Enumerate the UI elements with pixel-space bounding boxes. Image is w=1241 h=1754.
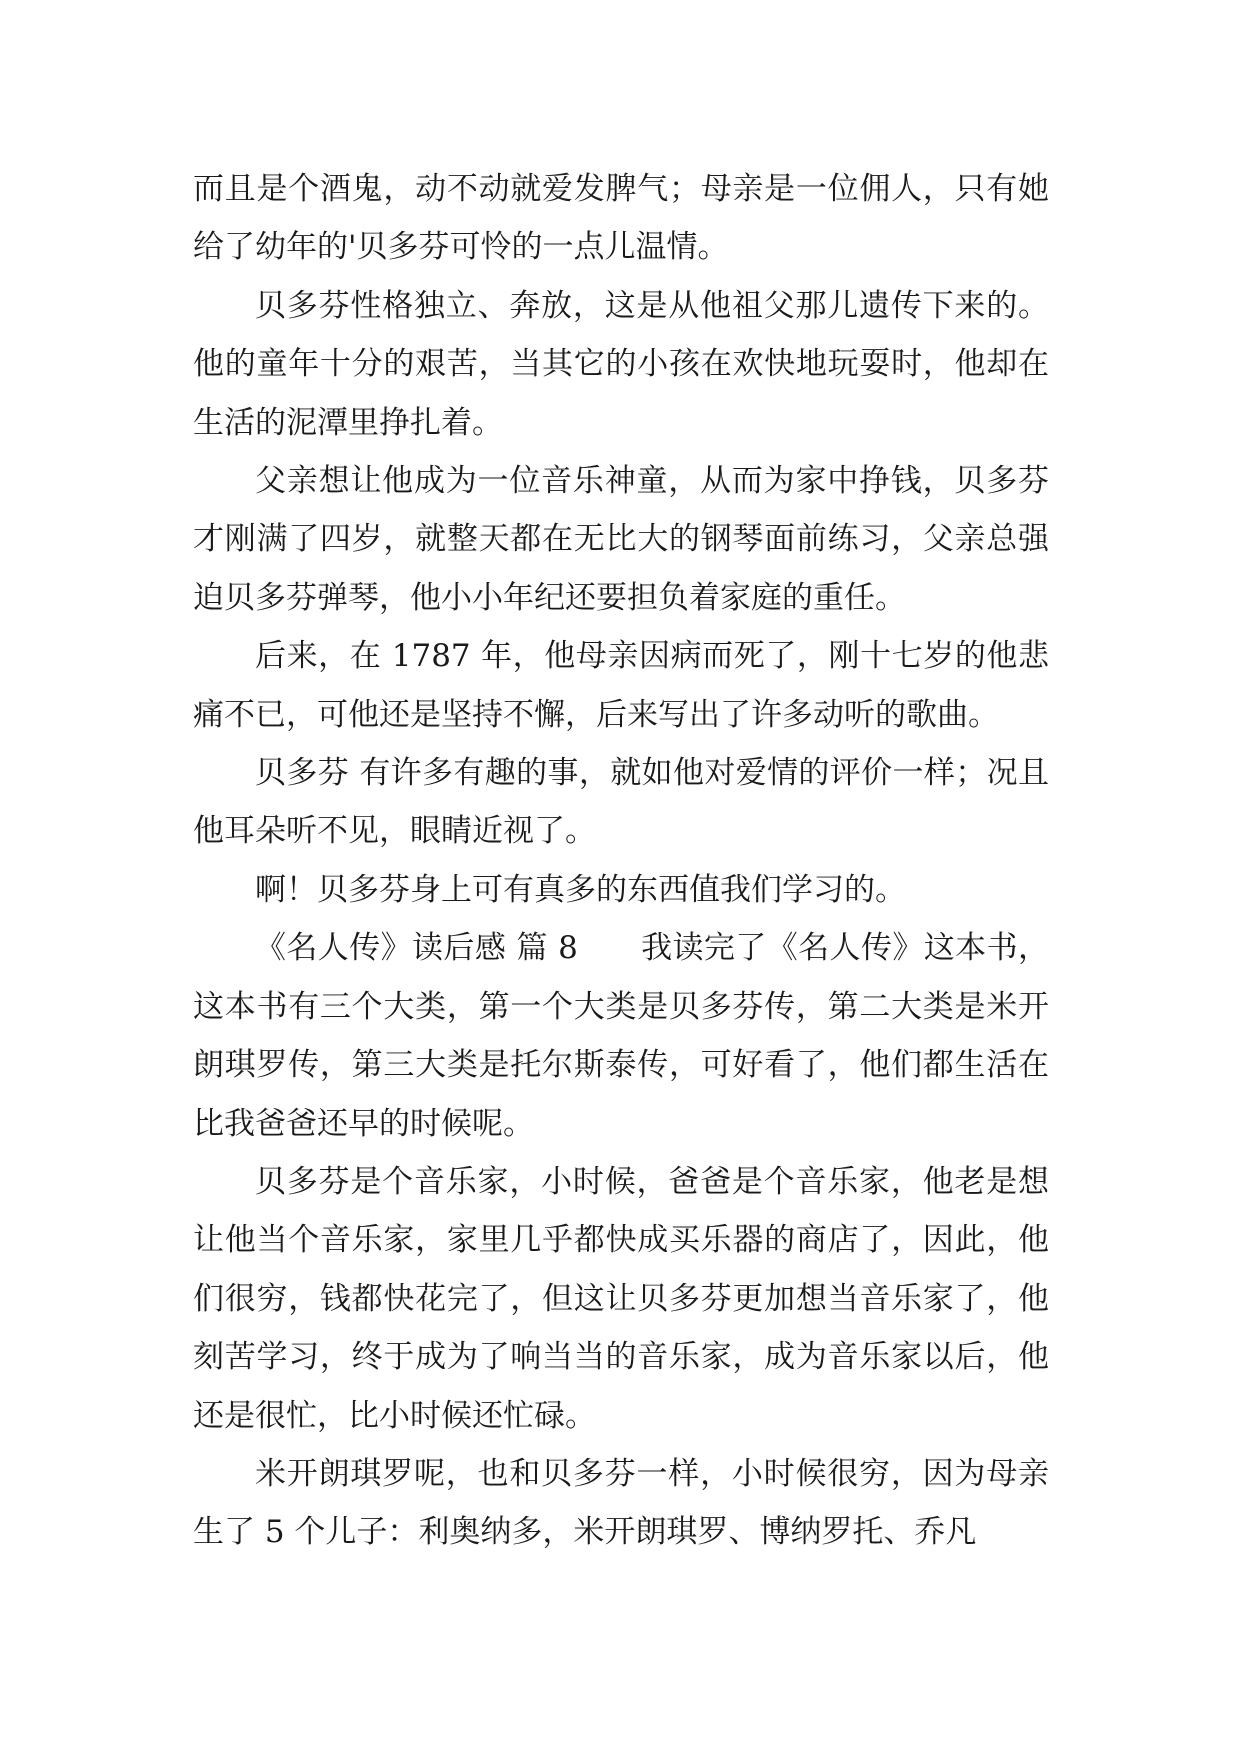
paragraph: 后来，在 1787 年，他母亲因病而死了，刚十七岁的他悲痛不已，可他还是坚持不懈，后来写出了许多动听的歌曲。 [193,638,1049,733]
paragraph: 贝多芬性格独立、奔放，这是从他祖父那儿遗传下来的。他的童年十分的艰苦，当其它的小孩在欢快地玩耍时，他却在生活的泥潭里挣扎着。 [193,287,1049,441]
paragraph: 贝多芬 有许多有趣的事，就如他对爱情的评价一样；况且他耳朵听不见，眼睛近视了。 [193,755,1049,850]
paragraph: 贝多芬是个音乐家，小时候，爸爸是个音乐家，他老是想让他当个音乐家，家里几乎都快成买乐器的商店了，因此，他们很穷，钱都快花完了，但这让贝多芬更加想当音乐家了，他刻苦学习，终于成为了响当当的音乐家，成为音乐家以后，他还是很忙，比小时候还忙碌。 [193,1163,1049,1434]
document-body [193,160,1049,1562]
paragraph: 米开朗琪罗呢，也和贝多芬一样，小时候很穷，因为母亲生了 5 个儿子：利奥纳多，米开朗琪罗、博纳罗托、乔凡 [193,1455,1049,1551]
paragraph: 父亲想让他成为一位音乐神童，从而为家中挣钱，贝多芬才刚满了四岁，就整天都在无比大的钢琴面前练习，父亲总强迫贝多芬弹琴，他小小年纪还要担负着家庭的重任。 [193,463,1049,616]
paragraph: 而且是个酒鬼，动不动就爱发脾气；母亲是一位佣人，只有她给了幼年的'贝多芬可怜的一点儿温情。 [193,171,1049,266]
paragraph: 啊！贝多芬身上可有真多的东西值我们学习的。 [255,871,906,908]
paragraph: 《名人传》读后感 篇 8 我读完了《名人传》这本书，这本书有三个大类，第一个大类是贝多芬传，第二大类是米开朗琪罗传，第三大类是托尔斯泰传，可好看了，他们都生活在比我爸爸还早的时候呢。 [193,930,1049,1142]
